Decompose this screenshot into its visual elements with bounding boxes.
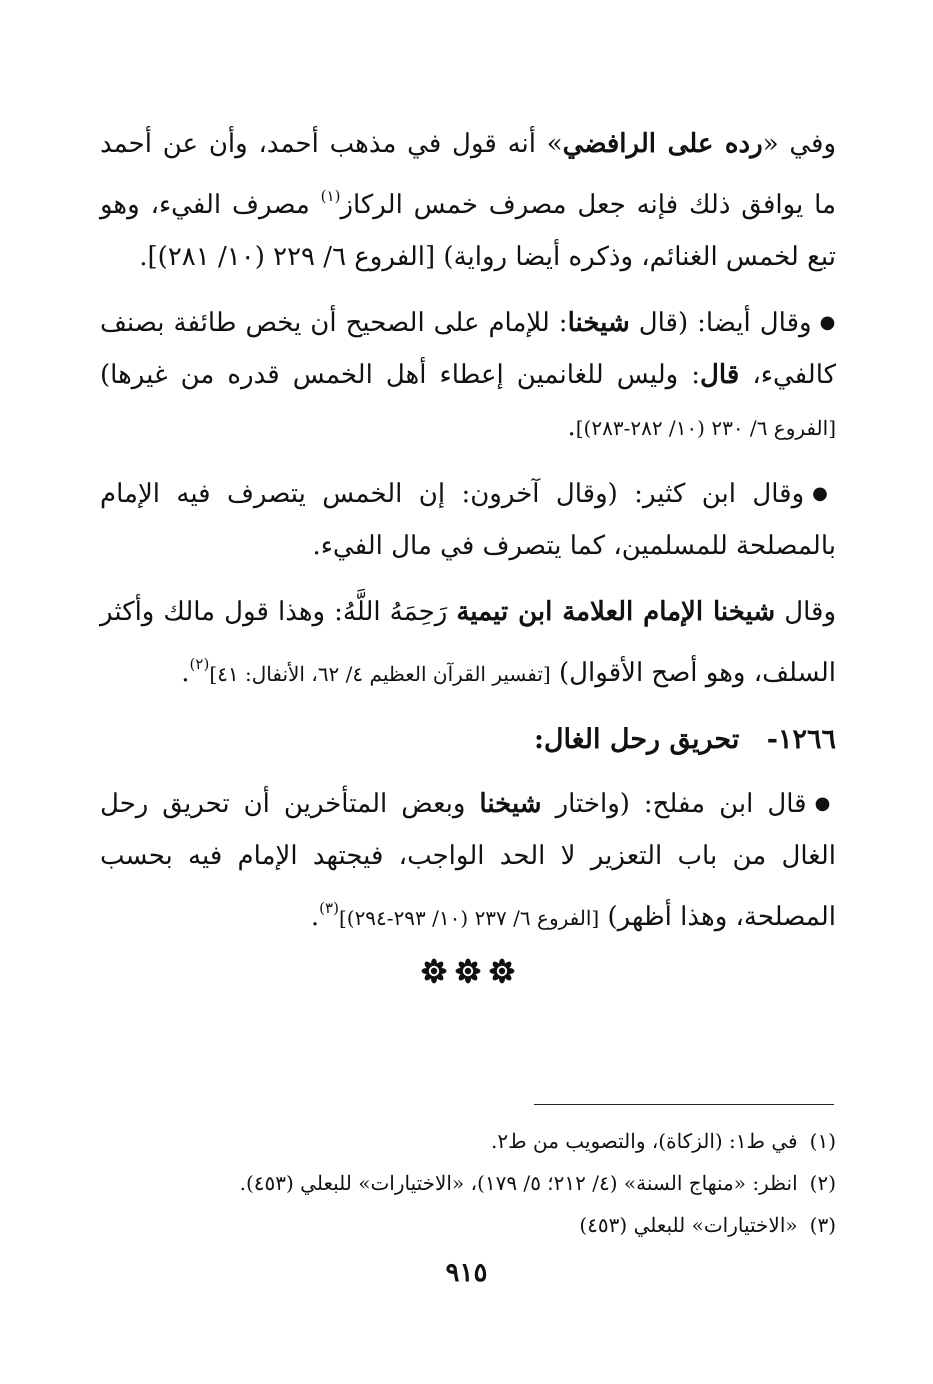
footnote-ref: (٣) [319,899,339,917]
citation: [الفروع ٦/ ٢٣٠ (١٠/ ٢٨٢-٢٨٣)] [575,416,836,440]
footnote-2 [100,1162,836,1204]
section-heading [100,714,836,766]
citation: [الفروع ٦/ ٢٣٧ (١٠/ ٢٩٣-٢٩٤)] [338,906,600,930]
text-segment: . [567,412,576,442]
text-segment: وفي « [762,129,837,159]
eight-point-flower-ornament-icon [455,958,481,984]
section-title: تحريق رحل الغال: [533,724,740,755]
text-segment: شيخنا الإمام العلامة ابن تيمية [456,597,776,627]
text-segment: . [139,242,148,272]
paragraph-4 [100,586,836,700]
text-segment: » أنه قول في مذهب أحمد، وأن عن أحمد ما يوافق ذلك فإنه جعل مصرف خمس الركاز [100,129,836,220]
section-number: ١٢٦٦- [766,724,836,755]
footnote-number: (٣) [809,1213,836,1237]
text-segment: رده على الرافضي [562,129,763,159]
text-segment: شيخنا [479,789,542,819]
page-body [100,118,836,998]
ornament-divider [100,958,836,998]
paragraph-3 [100,468,836,572]
footnote-text: في ط١: (الزكاة)، والتصويب من ط٢. [491,1129,798,1153]
text-segment: . [181,658,190,688]
paragraph-5 [100,778,836,944]
citation: [تفسير القرآن العظيم ٤/ ٦٢، الأنفال: ٤١] [209,662,551,686]
page-number: ٩١٥ [445,1258,488,1288]
eight-point-flower-ornament-icon [421,958,447,984]
text-segment: وقال أيضا: (قال [629,308,812,338]
text-segment: رَحِمَهُ اللَّهُ: وهذا قول مالك وأكثر السلف، وهو أصح الأقوال) [100,597,836,688]
text-segment: شيخنا [567,308,630,338]
footnote-text: انظر: «منهاج السنة» (٤/ ٢١٢؛ ٥/ ١٧٩)، «الاختيارات» للبعلي (٤٥٣). [239,1171,798,1195]
bullet-icon: ● [819,312,836,333]
paragraph-1 [100,118,836,283]
text-segment: وقال ابن كثير: (وقال آخرون: إن الخمس يتصرف فيه الإمام بالمصلحة للمسلمين، كما يتصرف في مال الفيء. [100,479,836,561]
text-segment: [الفروع ٦/ ٢٢٩ (١٠/ ٢٨١)] [147,242,436,272]
footnote-3 [100,1204,836,1246]
text-segment: قال [700,360,740,390]
text-segment: قال ابن مفلح: (واختار [541,789,807,819]
eight-point-flower-ornament-icon [489,958,515,984]
text-segment: . [310,902,320,932]
text-segment: : للإمام على الصحيح أن يخص طائفة بصنف كالفيء، [100,308,836,390]
footnote-separator [534,1104,834,1105]
text-segment: : وليس للغانمين إعطاء أهل الخمس قدره من غيرها) [100,360,701,390]
footnote-ref: (١) [320,187,341,205]
paragraph-2 [100,297,836,454]
footnote-number: (١) [809,1129,836,1153]
text-segment: مصرف الفيء، وهو تبع لخمس الغنائم، وذكره أيضا رواية) [100,190,836,272]
bullet-icon: ● [812,483,836,504]
footnote-ref: (٢) [189,655,210,673]
footnotes [100,1120,836,1246]
footnote-number: (٢) [809,1171,836,1195]
footnote-1 [100,1120,836,1162]
text-segment: وبعض المتأخرين أن تحريق رحل الغال من باب التعزير لا الحد الواجب، فيجتهد الإمام فيه بحسب المصلحة، وهذا أظهر) [100,789,836,932]
footnote-text: «الاختيارات» للبعلي (٤٥٣) [579,1213,798,1237]
text-segment: وقال [775,597,836,627]
bullet-icon: ● [814,793,836,814]
